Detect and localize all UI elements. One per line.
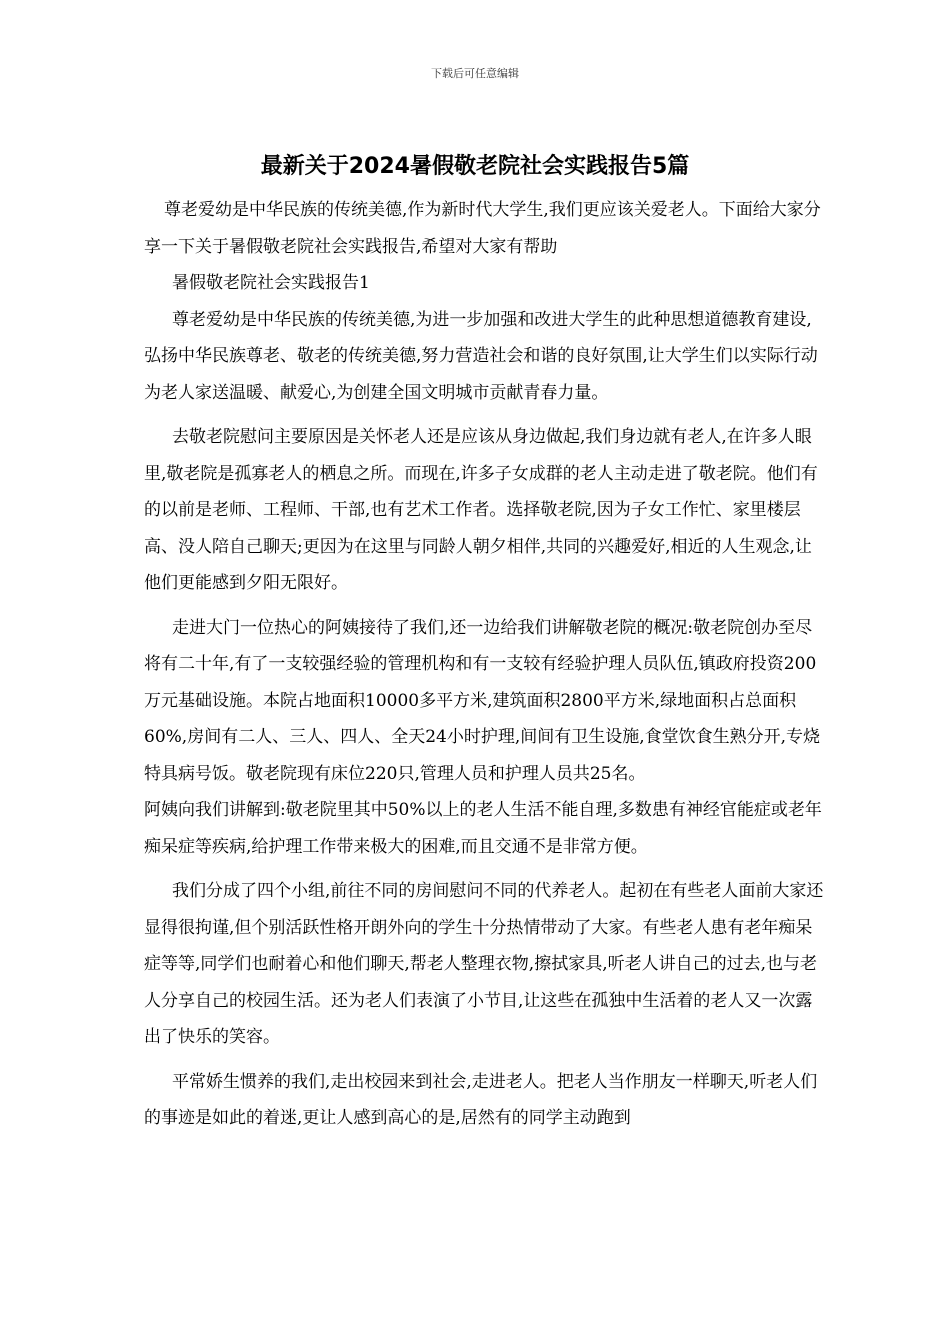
paragraph-6: 平常娇生惯养的我们,走出校园来到社会,走进老人。把老人当作朋友一样聊天,听老人们的事迹是如此的着迷,更让人感到高心的是,居然有的同学主动跑到 [144, 1071, 818, 1128]
paragraph-5: 我们分成了四个小组,前往不同的房间慰问不同的代养老人。起初在有些老人面前大家还显得很拘谨,但个别活跃性格开朗外向的学生十分热情带动了大家。有些老人患有老年痴呆症等等,同学们也耐着心和他们聊天,帮老人整理衣物,擦拭家具,听老人讲自己的过去,也与老人分享自己的校园生活。还为老人们表演了小节目,让这些在孤独中生活着的老人又一次露出了快乐的笑容。 [144, 881, 824, 1047]
paragraph-2: 去敬老院慰问主要原因是关怀老人还是应该从身边做起,我们身边就有老人,在许多人眼里,敬老院是孤寡老人的栖息之所。而现在,许多子女成群的老人主动走进了敬老院。他们有的以前是老师、工程师、干部,也有艺术工作者。选择敬老院,因为子女工作忙、家里楼层高、没人陪自己聊天;更因为在这里与同龄人朝夕相伴,共同的兴趣爱好,相近的人生观念,让他们更能感到夕阳无限好。 [144, 427, 818, 593]
intro-paragraph: 尊老爱幼是中华民族的传统美德,作为新时代大学生,我们更应该关爱老人。下面给大家分享一下关于暑假敬老院社会实践报告,希望对大家有帮助 [144, 200, 821, 257]
paragraph-1: 尊老爱幼是中华民族的传统美德,为进一步加强和改进大学生的此种思想道德教育建设,弘扬中华民族尊老、敬老的传统美德,努力营造社会和谐的良好氛围,让大学生们以实际行动为老人家送温暖、献爱心,为创建全国文明城市贡献青春力量。 [144, 309, 818, 403]
document-body [144, 192, 824, 1137]
header-note: 下载后可任意编辑 [431, 67, 519, 80]
paragraph-3: 走进大门一位热心的阿姨接待了我们,还一边给我们讲解敬老院的概况:敬老院创办至尽将有二十年,有了一支较强经验的管理机构和有一支较有经验护理人员队伍,镇政府投资200万元基础设施。本院占地面积10000多平方米,建筑面积2800平方米,绿地面积占总面积60%,房间有二人、三人、四人、全天24小时护理,间间有卫生设施,食堂饮食生熟分开,专烧特具病号饭。敬老院现有床位220只,管理人员和护理人员共25名。 [144, 617, 821, 784]
section-heading: 暑假敬老院社会实践报告1 [172, 273, 370, 293]
document-title: 最新关于2024暑假敬老院社会实践报告5篇 [260, 154, 690, 179]
paragraph-4: 阿姨向我们讲解到:敬老院里其中50%以上的老人生活不能自理,多数患有神经官能症或老年痴呆症等疾病,给护理工作带来极大的困难,而且交通不是非常方便。 [144, 800, 822, 857]
